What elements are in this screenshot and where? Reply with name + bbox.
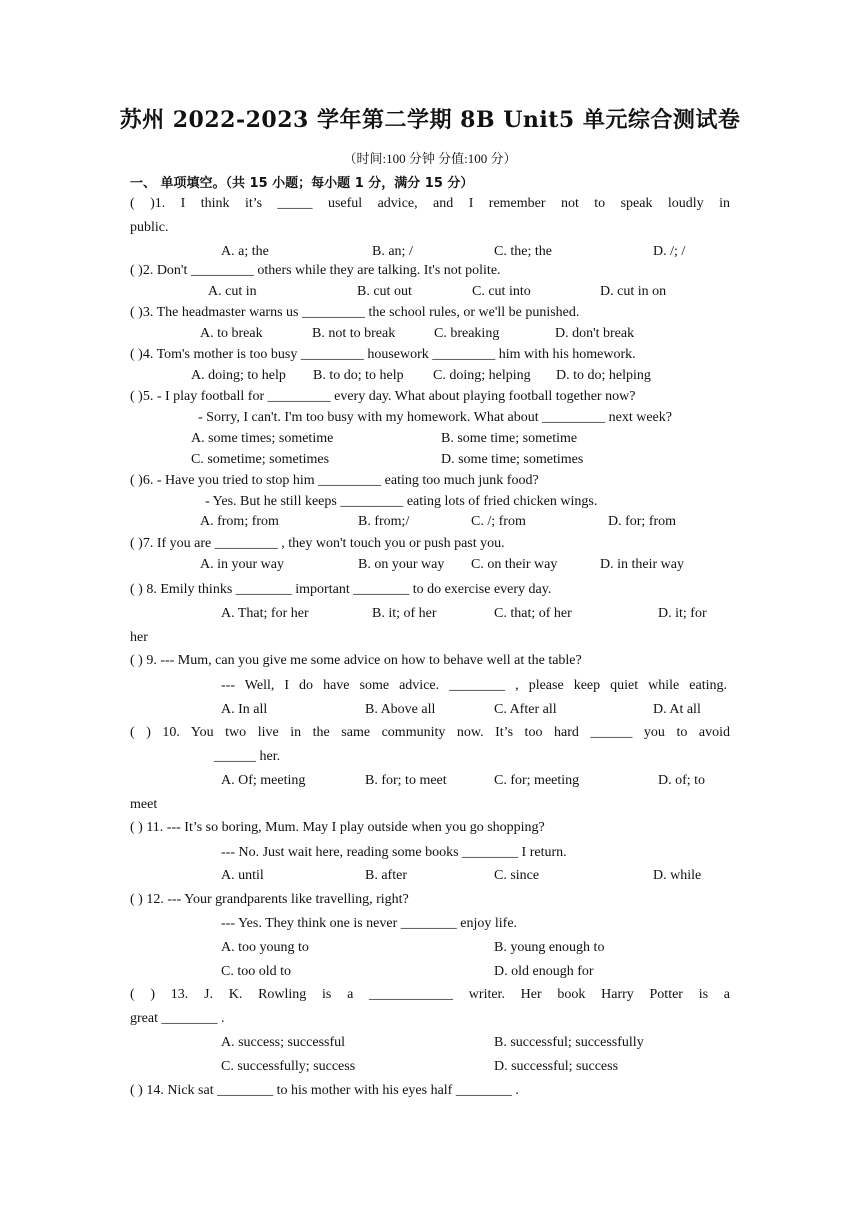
option-b: B. for; to meet (365, 773, 447, 788)
question-1-cont: public. (130, 220, 169, 235)
question-13-cont: great ________ . (130, 1011, 225, 1026)
option-d: D. it; for (658, 606, 707, 621)
option-a: A. In all (221, 702, 268, 717)
question-4: ( )4. Tom's mother is too busy _________ housework _________ him with his homework. (130, 347, 636, 362)
question-10-cont2: meet (130, 797, 158, 812)
option-b: B. some time; sometime (441, 431, 578, 446)
option-b: B. from;/ (358, 514, 410, 529)
option-c: C. for; meeting (494, 773, 580, 788)
option-c: C. the; the (494, 244, 552, 259)
option-d: D. of; to (658, 773, 706, 788)
option-a: A. to break (200, 326, 263, 341)
question-6: ( )6. - Have you tried to stop him _________ eating too much junk food? (130, 473, 539, 488)
question-10: ( ) 10. You two live in the same community now. It’s too hard ______ you to avoid (130, 725, 730, 740)
option-c: C. since (494, 868, 540, 883)
question-3: ( )3. The headmaster warns us _________ the school rules, or we'll be punished. (130, 305, 580, 320)
exam-info: （时间:100 分钟 分值:100 分） (343, 151, 517, 166)
option-b: B. on your way (358, 557, 445, 572)
option-a: A. That; for her (221, 606, 309, 621)
option-d: D. /; / (653, 244, 686, 259)
question-12-cont: --- Yes. They think one is never ________ enjoy life. (221, 916, 518, 931)
option-d: D. some time; sometimes (441, 452, 584, 467)
option-a: A. until (221, 868, 264, 883)
option-c: C. successfully; success (221, 1059, 356, 1074)
question-5-cont: - Sorry, I can't. I'm too busy with my homework. What about _________ next week? (198, 410, 672, 425)
option-a: A. cut in (208, 284, 257, 299)
option-d: D. At all (653, 702, 701, 717)
option-b: B. to do; to help (313, 368, 404, 383)
page-title: 苏州 2022-2023 学年第二学期 8B Unit5 单元综合测试卷 (119, 107, 741, 133)
option-b: B. not to break (312, 326, 396, 341)
question-8: ( ) 8. Emily thinks ________ important ________ to do exercise every day. (130, 582, 552, 597)
option-a: A. Of; meeting (221, 773, 306, 788)
option-a: A. too young to (221, 940, 309, 955)
option-b: B. it; of her (372, 606, 437, 621)
option-d: D. in their way (600, 557, 684, 572)
question-6-cont: - Yes. But he still keeps _________ eating lots of fried chicken wings. (205, 494, 598, 509)
question-13: ( ) 13. J. K. Rowling is a ____________ writer. Her book Harry Potter is a (130, 987, 730, 1002)
question-7: ( )7. If you are _________ , they won't touch you or push past you. (130, 536, 505, 551)
option-d: D. don't break (555, 326, 635, 341)
question-12: ( ) 12. --- Your grandparents like travelling, right? (130, 892, 409, 907)
option-b: B. cut out (357, 284, 412, 299)
option-d: D. for; from (608, 514, 677, 529)
option-c: C. cut into (472, 284, 531, 299)
option-a: A. doing; to help (191, 368, 286, 383)
option-d: D. while (653, 868, 702, 883)
option-c: C. /; from (471, 514, 526, 529)
option-b: B. an; / (372, 244, 413, 259)
option-a: A. a; the (221, 244, 269, 259)
option-b: B. successful; successfully (494, 1035, 644, 1050)
option-c: C. on their way (471, 557, 558, 572)
question-11: ( ) 11. --- It’s so boring, Mum. May I play outside when you go shopping? (130, 820, 545, 835)
section-heading: 一、 单项填空。（共 15 小题；每小题 1 分，满分 15 分） (130, 176, 474, 191)
option-d: D. to do; helping (556, 368, 651, 383)
question-8-cont: her (130, 630, 148, 645)
question-9: ( ) 9. --- Mum, can you give me some advice on how to behave well at the table? (130, 653, 582, 668)
option-b: B. young enough to (494, 940, 605, 955)
option-d: D. old enough for (494, 964, 594, 979)
option-a: A. some times; sometime (191, 431, 334, 446)
option-b: B. Above all (365, 702, 436, 717)
option-d: D. cut in on (600, 284, 667, 299)
question-1: ( )1. I think it’s _____ useful advice, and I remember not to speak loudly in (130, 196, 730, 211)
question-2: ( )2. Don't _________ others while they are talking. It's not polite. (130, 263, 501, 278)
question-11-cont: --- No. Just wait here, reading some books ________ I return. (221, 845, 567, 860)
option-c: C. too old to (221, 964, 292, 979)
option-a: A. from; from (200, 514, 279, 529)
question-14: ( ) 14. Nick sat ________ to his mother with his eyes half ________ . (130, 1083, 519, 1098)
option-d: D. successful; success (494, 1059, 619, 1074)
option-a: A. success; successful (221, 1035, 346, 1050)
option-a: A. in your way (200, 557, 284, 572)
option-c: C. After all (494, 702, 557, 717)
question-5: ( )5. - I play football for _________ every day. What about playing football together now? (130, 389, 636, 404)
option-c: C. sometime; sometimes (191, 452, 330, 467)
option-c: C. breaking (434, 326, 500, 341)
question-9-cont: --- Well, I do have some advice. ________ , please keep quiet while eating. (221, 678, 727, 693)
option-b: B. after (365, 868, 407, 883)
option-c: C. that; of her (494, 606, 572, 621)
question-10-cont: ______ her. (214, 749, 281, 764)
option-c: C. doing; helping (433, 368, 531, 383)
